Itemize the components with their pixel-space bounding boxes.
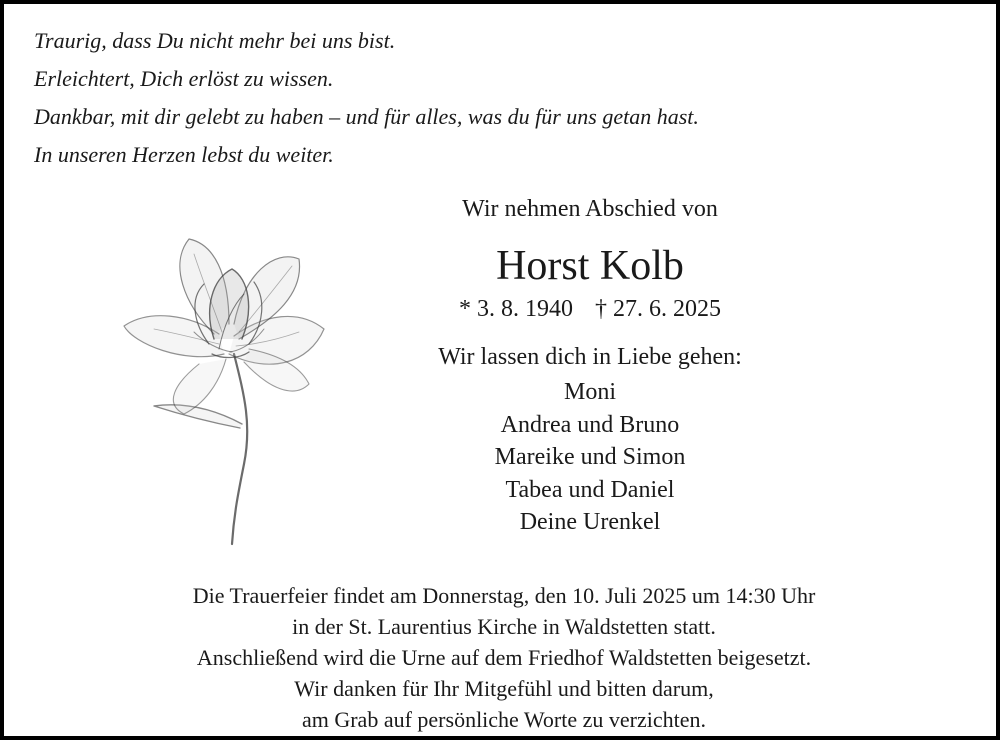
flower-drawing-icon [94, 214, 354, 554]
family-member: Andrea und Bruno [500, 411, 680, 438]
deceased-name: Horst Kolb [496, 243, 684, 289]
farewell-intro: Wir nehmen Abschied von [462, 196, 718, 222]
family-member: Tabea und Daniel [505, 476, 675, 503]
ceremony-line: Wir danken für Ihr Mitgefühl und bitten darum, [294, 676, 714, 701]
ceremony-line: am Grab auf persönliche Worte zu verzichten. [301, 707, 707, 732]
life-dates [340, 292, 840, 326]
birth-date: * 3. 8. 1940 [459, 296, 573, 322]
poem-line: Traurig, dass Du nicht mehr bei uns bist. [34, 28, 396, 53]
poem-line: Dankbar, mit dir gelebt zu haben – und für alles, was du für uns getan hast. [34, 104, 699, 129]
farewell-line: Wir lassen dich in Liebe gehen: [438, 344, 742, 370]
ceremony-line: Die Trauerfeier findet am Donnerstag, den 10. Juli 2025 um 14:30 Uhr [192, 583, 816, 608]
ceremony-info [4, 580, 1000, 735]
ceremony-line: in der St. Laurentius Kirche in Waldstetten statt. [292, 614, 716, 639]
family-list [340, 376, 840, 539]
family-member: Mareike und Simon [494, 444, 686, 470]
poem-line: Erleichtert, Dich erlöst zu wissen. [34, 66, 334, 91]
family-member: Deine Urenkel [519, 509, 661, 535]
poem [34, 22, 699, 174]
poem-line: In unseren Herzen lebst du weiter. [34, 142, 334, 167]
family-member: Moni [563, 379, 616, 405]
ceremony-line: Anschließend wird die Urne auf dem Friedhof Waldstetten beigesetzt. [196, 645, 812, 670]
death-date: † 27. 6. 2025 [595, 296, 721, 322]
